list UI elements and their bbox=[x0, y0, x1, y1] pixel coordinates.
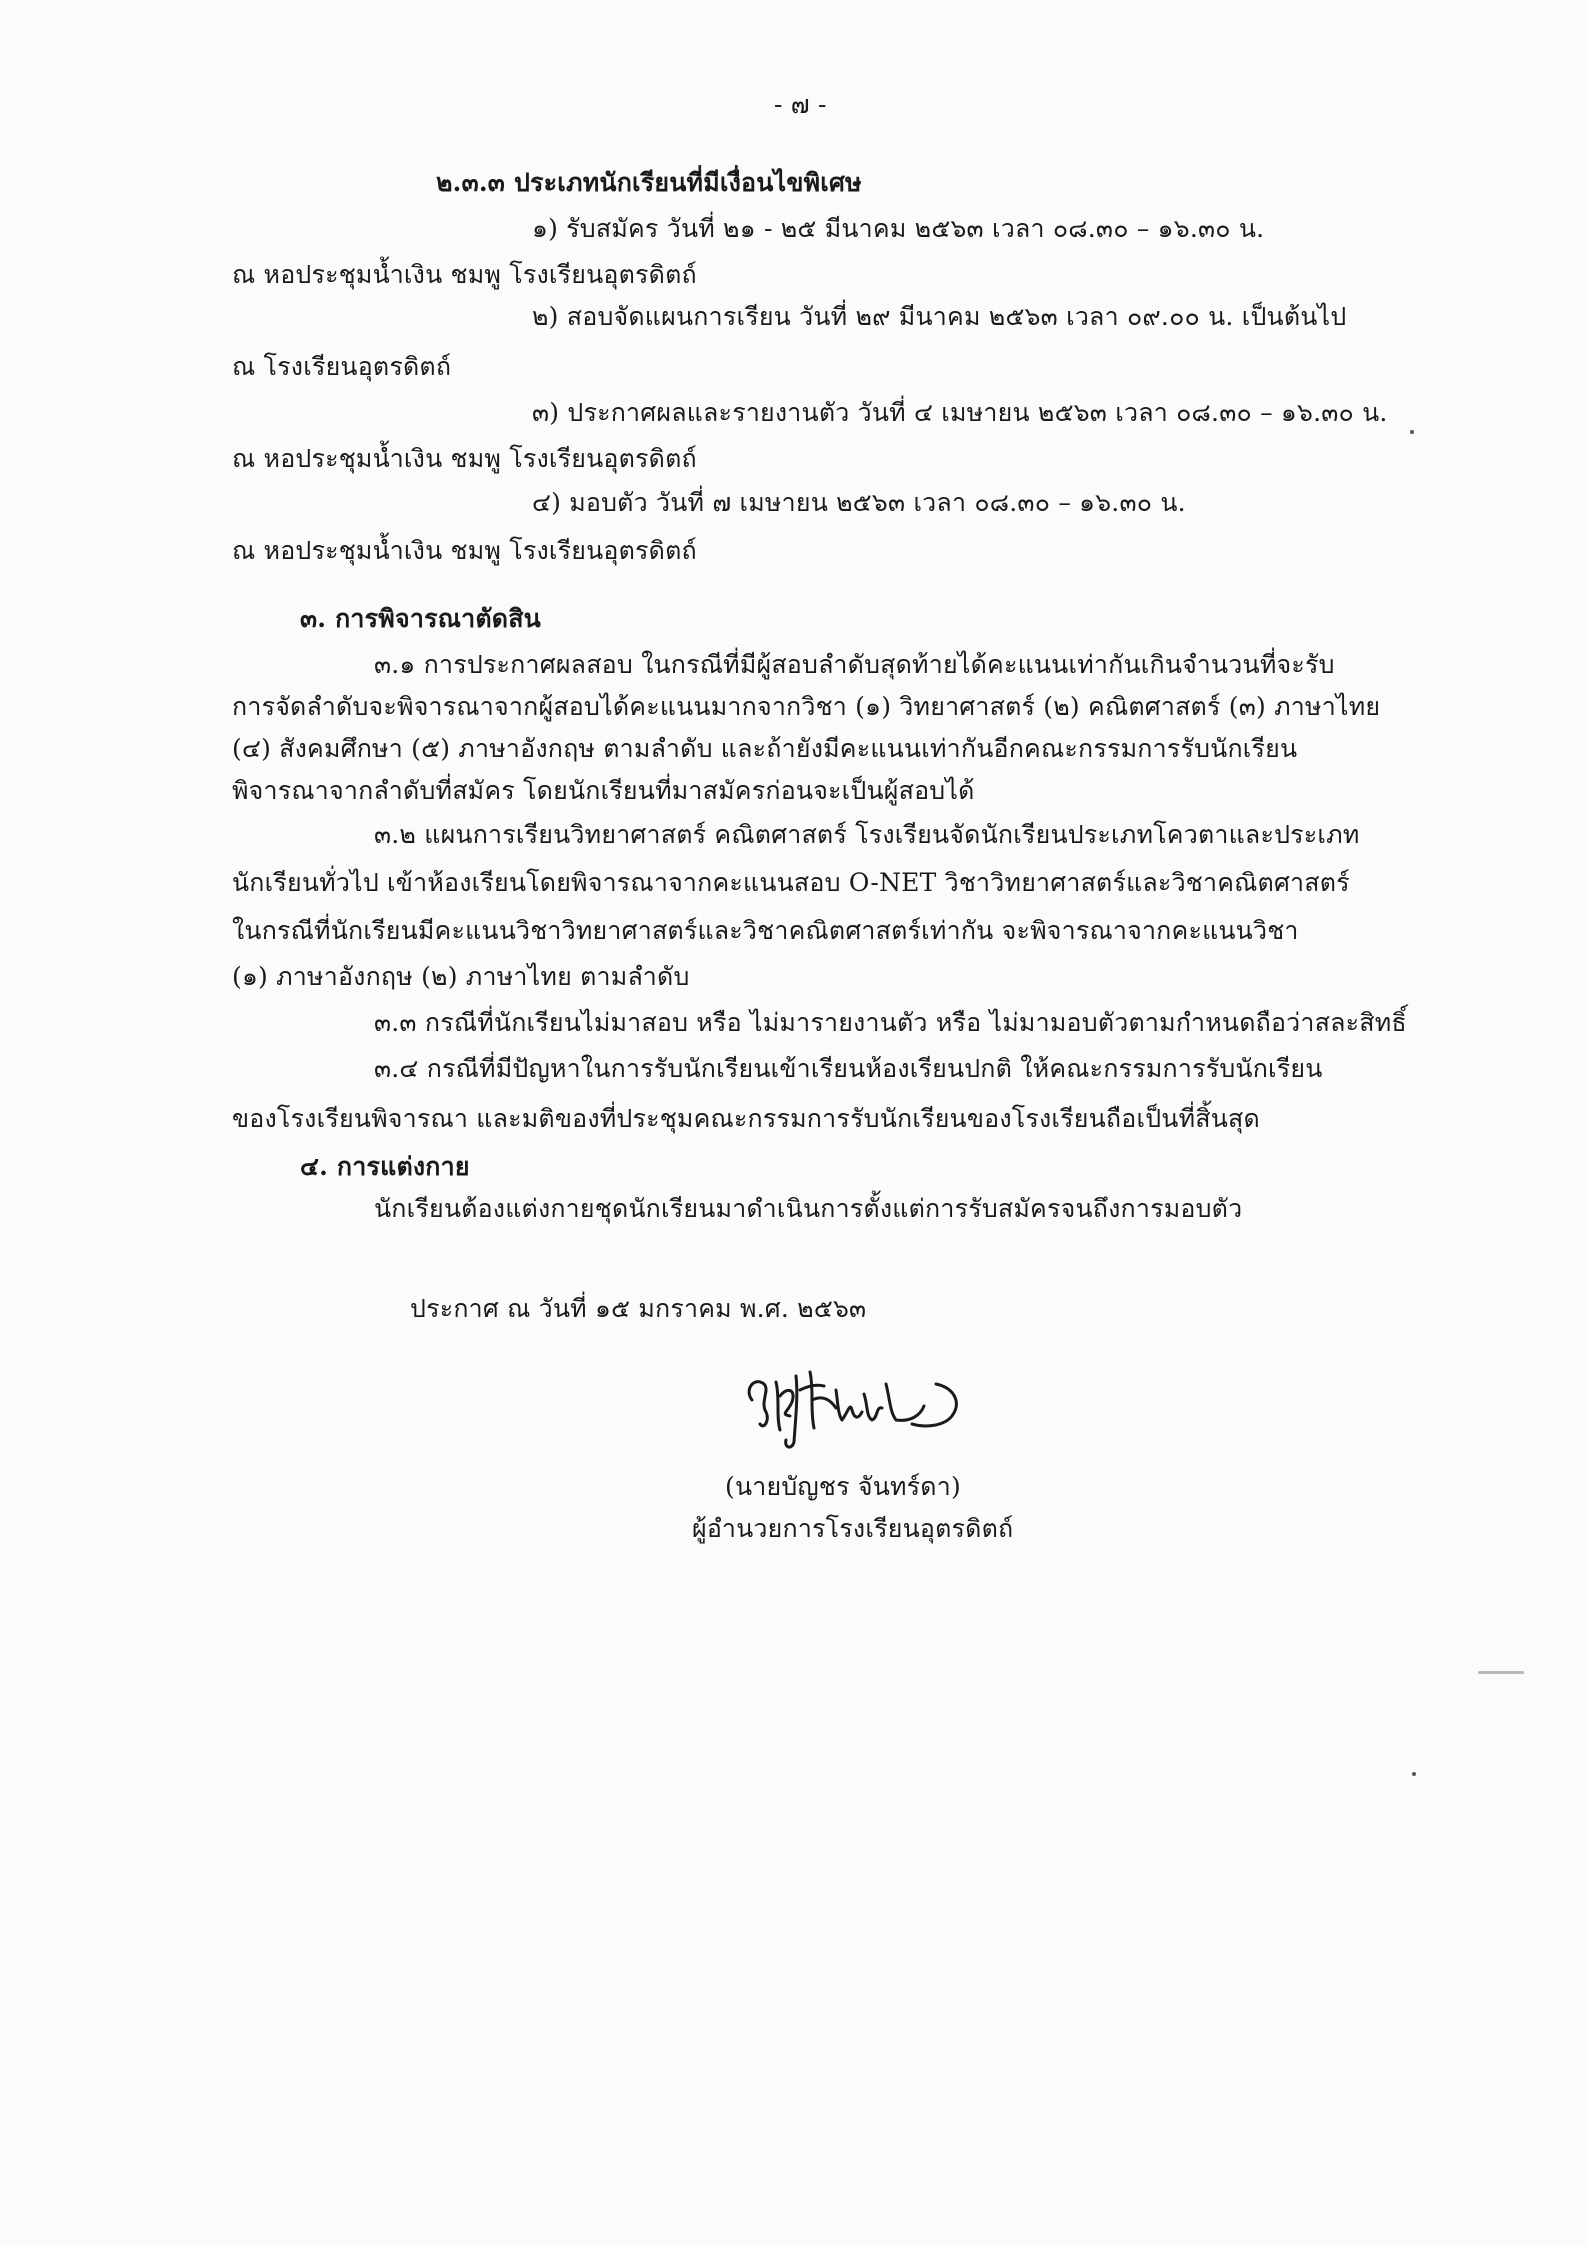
item-1: ๑) รับสมัคร วันที่ ๒๑ - ๒๕ มีนาคม ๒๕๖๓ เวลา ๐๘.๓๐ – ๑๖.๓๐ น. bbox=[532, 214, 1265, 243]
scan-smudge bbox=[1478, 1671, 1524, 1674]
para-32-line-2: นักเรียนทั่วไป เข้าห้องเรียนโดยพิจารณาจากคะแนนสอบ O-NET วิชาวิทยาศาสตร์และวิชาคณิตศาสตร์ bbox=[232, 868, 1350, 897]
para-32-line-1: ๓.๒ แผนการเรียนวิทยาศาสตร์ คณิตศาสตร์ โรงเรียนจัดนักเรียนประเภทโควตาและประเภท bbox=[374, 820, 1360, 849]
para-31-line-2: การจัดลำดับจะพิจารณาจากผู้สอบได้คะแนนมากจากวิชา (๑) วิทยาศาสตร์ (๒) คณิตศาสตร์ (๓) ภาษาไทย bbox=[232, 692, 1381, 721]
scan-speck bbox=[1412, 1772, 1416, 1776]
para-34-line-1: ๓.๔ กรณีที่มีปัญหาในการรับนักเรียนเข้าเรียนห้องเรียนปกติ ให้คณะกรรมการรับนักเรียน bbox=[374, 1054, 1323, 1083]
item-1-location: ณ หอประชุมน้ำเงิน ชมพู โรงเรียนอุตรดิตถ์ bbox=[232, 260, 697, 289]
page-number: - ๗ - bbox=[774, 90, 827, 119]
para-31-line-1: ๓.๑ การประกาศผลสอบ ในกรณีที่มีผู้สอบลำดับสุดท้ายได้คะแนนเท่ากันเกินจำนวนที่จะรับ bbox=[374, 650, 1335, 679]
para-31-line-3: (๔) สังคมศึกษา (๕) ภาษาอังกฤษ ตามลำดับ และถ้ายังมีคะแนนเท่ากันอีกคณะกรรมการรับนักเรียน bbox=[232, 734, 1298, 763]
para-32-line-3: ในกรณีที่นักเรียนมีคะแนนวิชาวิทยาศาสตร์และวิชาคณิตศาสตร์เท่ากัน จะพิจารณาจากคะแนนวิชา bbox=[232, 916, 1299, 945]
scan-speck bbox=[1410, 430, 1414, 434]
signatory-name: (นายบัญชร จันทร์ดา) bbox=[725, 1472, 961, 1501]
announcement-date: ประกาศ ณ วันที่ ๑๕ มกราคม พ.ศ. ๒๕๖๓ bbox=[410, 1294, 867, 1323]
para-34-line-2: ของโรงเรียนพิจารณา และมติของที่ประชุมคณะกรรมการรับนักเรียนของโรงเรียนถือเป็นที่สิ้นสุด bbox=[232, 1104, 1260, 1133]
para-33: ๓.๓ กรณีที่นักเรียนไม่มาสอบ หรือ ไม่มารายงานตัว หรือ ไม่มามอบตัวตามกำหนดถือว่าสละสิทธิ์ bbox=[374, 1008, 1407, 1037]
item-4: ๔) มอบตัว วันที่ ๗ เมษายน ๒๕๖๓ เวลา ๐๘.๓๐ – ๑๖.๓๐ น. bbox=[532, 488, 1186, 517]
section-4-heading: ๔. การแต่งกาย bbox=[300, 1152, 470, 1181]
signatory-title: ผู้อำนวยการโรงเรียนอุตรดิตถ์ bbox=[692, 1514, 1014, 1543]
signature bbox=[740, 1350, 1010, 1460]
item-3: ๓) ประกาศผลและรายงานตัว วันที่ ๔ เมษายน ๒๕๖๓ เวลา ๐๘.๓๐ – ๑๖.๓๐ น. bbox=[532, 398, 1388, 427]
section-4-text: นักเรียนต้องแต่งกายชุดนักเรียนมาดำเนินการตั้งแต่การรับสมัครจนถึงการมอบตัว bbox=[374, 1194, 1243, 1223]
item-4-location: ณ หอประชุมน้ำเงิน ชมพู โรงเรียนอุตรดิตถ์ bbox=[232, 536, 697, 565]
section-3-heading: ๓. การพิจารณาตัดสิน bbox=[300, 604, 541, 633]
item-2-location: ณ โรงเรียนอุตรดิตถ์ bbox=[232, 352, 452, 381]
section-233-heading: ๒.๓.๓ ประเภทนักเรียนที่มีเงื่อนไขพิเศษ bbox=[436, 168, 862, 197]
item-3-location: ณ หอประชุมน้ำเงิน ชมพู โรงเรียนอุตรดิตถ์ bbox=[232, 444, 697, 473]
item-2: ๒) สอบจัดแผนการเรียน วันที่ ๒๙ มีนาคม ๒๕๖๓ เวลา ๐๙.๐๐ น. เป็นต้นไป bbox=[532, 302, 1347, 331]
para-32-line-4: (๑) ภาษาอังกฤษ (๒) ภาษาไทย ตามลำดับ bbox=[232, 962, 690, 991]
para-31-line-4: พิจารณาจากลำดับที่สมัคร โดยนักเรียนที่มาสมัครก่อนจะเป็นผู้สอบได้ bbox=[232, 776, 975, 805]
